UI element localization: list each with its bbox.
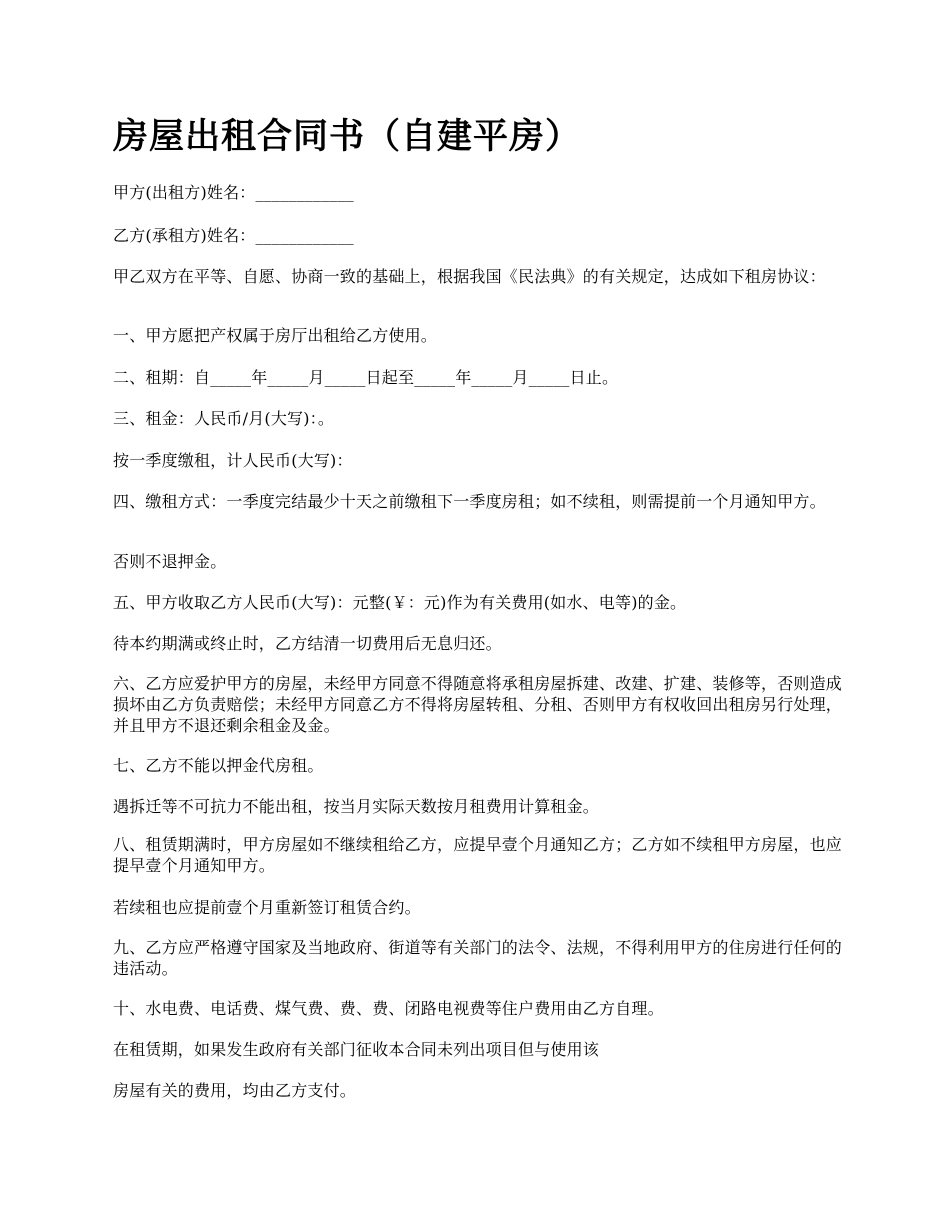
clause-6-property-care: 六、乙方应爱护甲方的房屋，未经甲方同意不得随意将承租房屋拆建、改建、扩建、装修等，否则造成损坏由乙方负责赔偿；未经甲方同意乙方不得将房屋转租、分租、否则甲方有权收回出租房另行处理，并且甲方不退还剩余租金及金。 xyxy=(113,674,843,735)
clause-1: 一、甲方愿把产权属于房厅出租给乙方使用。 xyxy=(113,326,438,345)
clause-4-payment-method: 四、缴租方式：一季度完结最少十天之前缴租下一季度房租；如不续租，则需提前一个月通知甲方。 xyxy=(113,492,826,511)
party-b-name-line: 乙方(承租方)姓名：____________ xyxy=(113,226,354,245)
govt-fees-line: 在租赁期，如果发生政府有关部门征收本合同未列出项目但与使用该 xyxy=(113,1040,600,1059)
renewal-line: 若续租也应提前壹个月重新签订租赁合约。 xyxy=(113,898,421,917)
tenant-pays-line: 房屋有关的费用，均由乙方支付。 xyxy=(113,1081,357,1100)
party-a-name-line: 甲方(出租方)姓名：____________ xyxy=(113,183,354,202)
clause-5-fees: 五、甲方收取乙方人民币(大写)：元整(￥：元)作为有关费用(如水、电等)的金。 xyxy=(113,593,687,612)
document-title: 房屋出租合同书（自建平房） xyxy=(113,116,582,157)
clause-7-deposit: 七、乙方不能以押金代房租。 xyxy=(113,756,324,775)
clause-9-compliance: 九、乙方应严格遵守国家及当地政府、街道等有关部门的法令、法规，不得利用甲方的住房进行任何的违活动。 xyxy=(113,938,843,978)
deposit-forfeit-line: 否则不退押金。 xyxy=(113,552,227,571)
preamble-paragraph: 甲乙双方在平等、自愿、协商一致的基础上，根据我国《民法典》的有关规定，达成如下租房协议： xyxy=(113,267,826,286)
quarterly-payment-line: 按一季度缴租，计人民币(大写)： xyxy=(113,451,353,470)
force-majeure-line: 遇拆迁等不可抗力不能出租，按当月实际天数按月租费用计算租金。 xyxy=(113,797,600,816)
clause-2-term: 二、租期：自_____年_____月_____日起至_____年_____月_____日止。 xyxy=(113,368,619,387)
clause-3-rent: 三、租金：人民币/月(大写)：。 xyxy=(113,409,335,428)
clause-8-expiry: 八、租赁期满时，甲方房屋如不继续租给乙方，应提早壹个月通知乙方；乙方如不续租甲方房屋，也应提早壹个月通知甲方。 xyxy=(113,835,843,875)
clause-10-utilities: 十、水电费、电话费、煤气费、费、费、闭路电视费等住户费用由乙方自理。 xyxy=(113,999,664,1018)
refund-line: 待本约期满或终止时，乙方结清一切费用后无息归还。 xyxy=(113,634,502,653)
